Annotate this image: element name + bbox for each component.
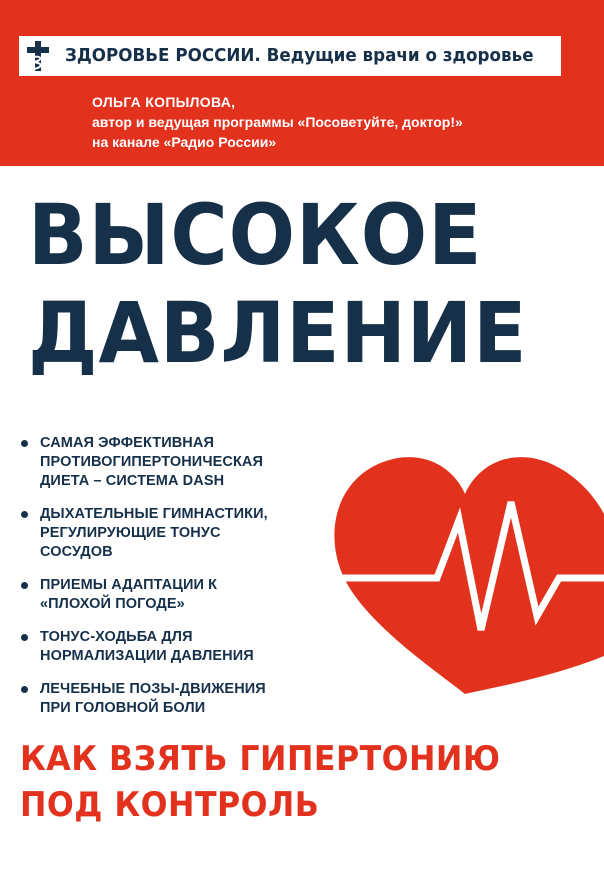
feature-item: ДЫХАТЕЛЬНЫЕ ГИМНАСТИКИ, РЕГУЛИРУЮЩИЕ ТОНУС СОСУДОВ	[20, 505, 320, 562]
feature-item: ПРИЕМЫ АДАПТАЦИИ К «ПЛОХОЙ ПОГОДЕ»	[20, 576, 320, 614]
series-title: ЗДОРОВЬЕ РОССИИ. Ведущие врачи о здоровье	[65, 45, 534, 66]
author-description: автор и ведущая программы «Посоветуйте, доктор!»	[92, 114, 463, 130]
author-channel: на канале «Радио России»	[92, 134, 277, 150]
feature-item: ЛЕЧЕБНЫЕ ПОЗЫ-ДВИЖЕНИЯ ПРИ ГОЛОВНОЙ БОЛИ	[20, 680, 320, 718]
series-banner	[19, 36, 561, 76]
author-block	[92, 92, 532, 152]
caduceus-cross-icon	[25, 39, 51, 73]
book-title-line-2: ДАВЛЕНИЕ	[28, 284, 528, 382]
feature-item: САМАЯ ЭФФЕКТИВНАЯ ПРОТИВОГИПЕРТОНИЧЕСКАЯ ДИЕТА – СИСТЕМА DASH	[20, 434, 320, 491]
feature-list	[20, 434, 320, 732]
book-subtitle: КАК ВЗЯТЬ ГИПЕРТОНИЮ ПОД КОНТРОЛЬ	[20, 739, 501, 825]
heart-pulse-icon	[325, 450, 604, 700]
header-band	[0, 0, 604, 166]
author-name: ОЛЬГА КОПЫЛОВА,	[92, 94, 236, 110]
book-title-line-1: ВЫСОКОЕ	[28, 186, 483, 284]
feature-item: ТОНУС-ХОДЬБА ДЛЯ НОРМАЛИЗАЦИИ ДАВЛЕНИЯ	[20, 628, 320, 666]
book-title	[28, 186, 549, 382]
